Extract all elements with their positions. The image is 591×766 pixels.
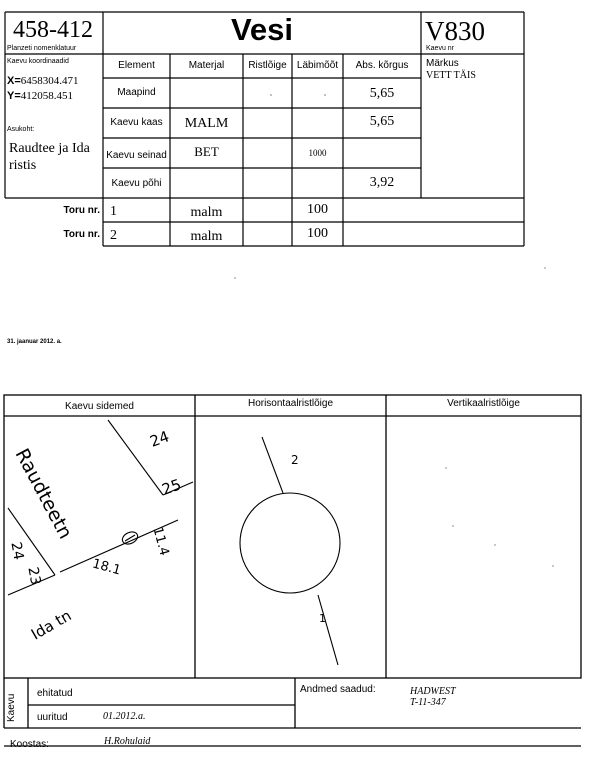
coord-y (7, 90, 73, 102)
nomenclature-value: 458-412 (13, 17, 93, 43)
location-line-2: ristis (9, 158, 37, 173)
pipe-diameter: 100 (307, 202, 328, 217)
row-abs-height: 3,92 (369, 175, 395, 190)
footer-measured-value: 01.2012.a. (103, 711, 146, 722)
coord-y-label: Y= (7, 90, 21, 102)
pipe-number: 1 (110, 204, 117, 219)
row-element: Maapind (117, 87, 156, 98)
footer-compiled-label: Koostas: (10, 739, 49, 750)
house-number-left: 23 (24, 565, 44, 587)
nomenclature-label: Planzeti nomenklatuur (7, 45, 77, 52)
col-cross-section: Ristlõige (248, 60, 287, 71)
row-element: Kaevu põhi (111, 178, 162, 189)
distance-label-1: 18.1 (90, 556, 123, 579)
footer-well-label: Kaevu (6, 693, 17, 722)
col-abs-height: Abs. kõrgus (355, 60, 409, 71)
col-element: Element (118, 60, 155, 71)
pipe-2-marker: 2 (291, 453, 299, 467)
page-title: Vesi (230, 12, 294, 47)
footer-data-value-1: HADWEST (410, 686, 456, 697)
row-material: BET (194, 144, 219, 159)
document-date: 31. jaanuar 2012. a. (7, 339, 62, 345)
house-label-top: 24 (147, 427, 172, 451)
row-element: Kaevu seinad (106, 150, 167, 161)
row-abs-height: 5,65 (369, 114, 395, 129)
house-number-top: 25 (159, 475, 184, 499)
col-remark: Märkus (426, 58, 459, 69)
well-number-label: Kaevu nr (426, 45, 455, 52)
pipe-material: malm (190, 205, 223, 220)
pipe-number: 2 (110, 228, 117, 243)
footer-data-from-value (410, 686, 456, 708)
col-material: Materjal (188, 60, 225, 71)
well-number-value: V830 (425, 16, 485, 46)
location-line-1: Raudtee ja Ida (9, 141, 90, 156)
street-label-ida: Ida tn (28, 606, 75, 644)
coord-y-value: 412058.451 (20, 90, 74, 102)
horizontal-section-drawing (240, 437, 340, 665)
coords-label: Kaevu koordinaadid (7, 58, 69, 65)
row-diameter: 1000 (308, 148, 327, 158)
footer-data-from-label: Andmed saadud: (300, 684, 376, 695)
pipe-diameter: 100 (307, 226, 328, 241)
house-label-left: 24 (7, 540, 27, 562)
location-label: Asukoht: (7, 126, 35, 133)
footer-data-value-2: T-11-347 (410, 697, 446, 708)
pipe-material: malm (190, 229, 223, 244)
row-element: Kaevu kaas (110, 117, 163, 128)
row-abs-height: 5,65 (369, 86, 395, 101)
location-value (9, 140, 90, 174)
col-diameter: Läbimõõt (296, 60, 339, 71)
coord-x (7, 75, 79, 87)
distance-label-2: 11.4 (149, 525, 172, 558)
footer-measured-label: uuritud (37, 712, 68, 723)
pipe-label: Toru nr. (63, 205, 100, 216)
sketch-header-vertical: Vertikaalristlõige (447, 398, 520, 409)
row-material: MALM (184, 116, 229, 131)
pipe-label: Toru nr. (63, 229, 100, 240)
footer-compiled-value: H.Rohulaid (104, 736, 151, 747)
footer-built-label: ehitatud (37, 688, 73, 699)
coord-x-label: X= (7, 75, 21, 87)
coord-x-value: 6458304.471 (20, 75, 79, 87)
street-label-raudtee: Raudteetn (10, 445, 77, 543)
pipe-1-marker: 1 (319, 612, 326, 625)
sketch-header-connections: Kaevu sidemed (65, 401, 134, 412)
remark-value: VETT TÄIS (426, 70, 476, 81)
scan-specks (234, 94, 553, 567)
sketch-header-horizontal: Horisontaalristlõige (247, 398, 334, 409)
